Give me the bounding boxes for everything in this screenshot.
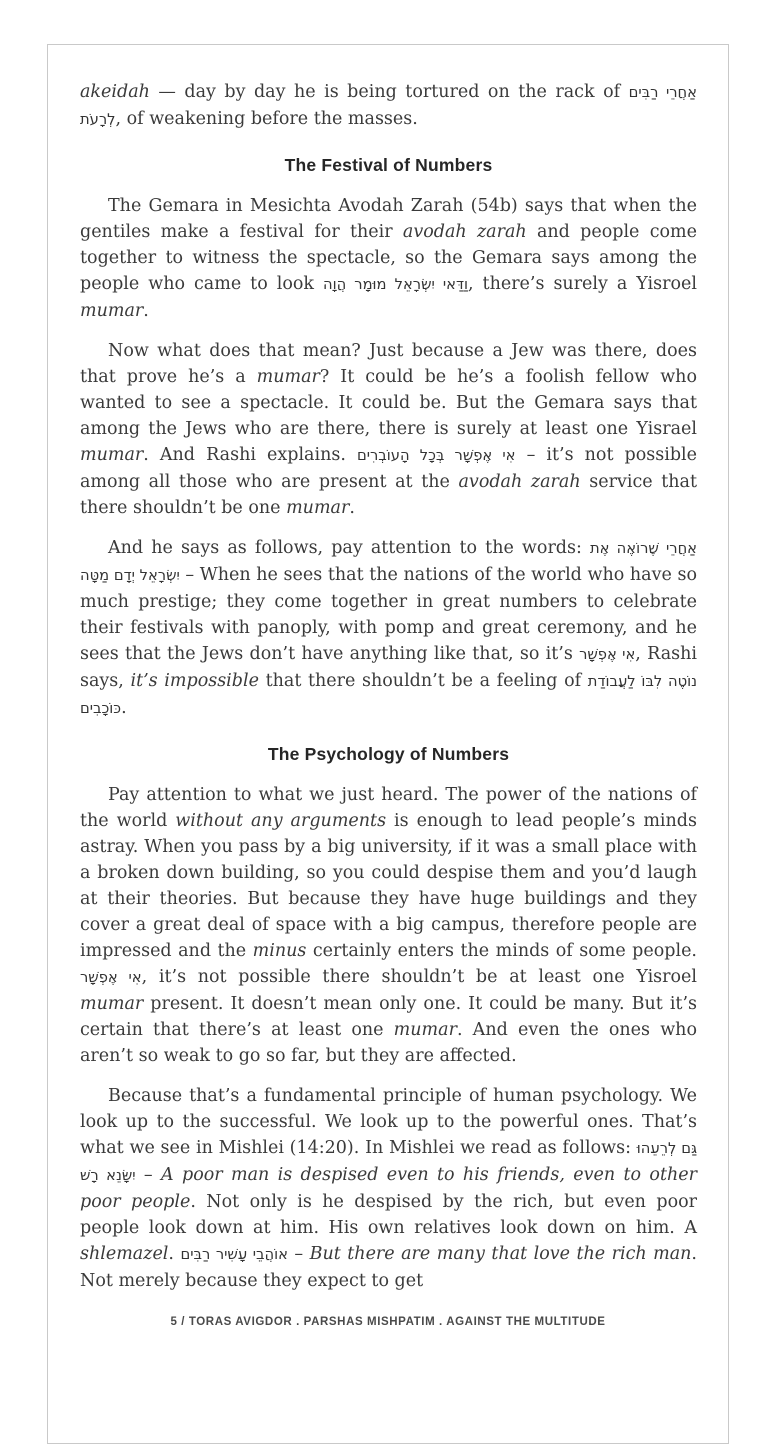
italic-run: mumar	[286, 498, 350, 518]
text-run: .	[168, 1244, 181, 1264]
section-heading: The Psychology of Numbers	[267, 744, 510, 764]
hebrew-phrase: אִי אֶפְשָׁר בְּכָל הָעוֹבְרִים	[356, 447, 516, 464]
text-run: , there’s surely a Yisroel	[467, 274, 697, 294]
hebrew-phrase: אִי אֶפְשָׁר	[579, 646, 636, 663]
italic-run: it’s impossible	[130, 671, 259, 691]
italic-run: minus	[252, 941, 307, 961]
text-run: Pay attention to what we just heard. The power of the nations of the world	[80, 785, 697, 831]
paragraph	[80, 79, 697, 133]
paragraph	[80, 782, 697, 1069]
italic-run: without any arguments	[175, 811, 387, 831]
text-run: . And Rashi explains.	[143, 445, 357, 465]
text-run: – When he sees that the nations of the world who have so much prestige; they come together in great numbers to celebrate their festivals with panoply, with pomp and great ceremony, and he sees that the Jews don’t have anything like that, so it’s	[80, 565, 697, 664]
italic-run: mumar	[80, 994, 144, 1014]
hebrew-phrase: וַדַּאי יִשְׂרָאֵל מוּמָר הֲוָה	[323, 276, 468, 293]
text-run: service that there shouldn’t be one	[80, 472, 697, 518]
text-run: –	[135, 1165, 161, 1185]
italic-run: avodah zarah	[458, 472, 581, 492]
italic-run: mumar	[80, 301, 144, 321]
text-run: that there shouldn’t be a feeling of	[258, 671, 588, 691]
hebrew-phrase: גַּם לְרֵעֵהוּ יִשָּׂנֵא רָשׁ	[80, 1140, 697, 1184]
page-footer: 5 / TORAS AVIGDOR . PARSHAS MISHPATIM . AGAINST THE MULTITUDE	[170, 1316, 606, 1328]
page-content	[48, 45, 728, 1294]
italic-run: A poor man is despised even to his friends, even to other poor people	[80, 1165, 697, 1212]
text-run: Now what does that mean? Just because a Jew was there, does that prove he’s a	[80, 341, 697, 387]
text-run: . And even the ones who aren’t so weak to go so far, but they are affected.	[80, 1020, 697, 1066]
italic-run: mumar	[393, 1020, 457, 1040]
italic-run: akeidah	[80, 82, 150, 102]
document-page	[47, 44, 729, 1444]
text-run: . Not merely because they expect to get	[80, 1244, 697, 1291]
section-heading: The Festival of Numbers	[284, 155, 493, 175]
text-run: . Not only is he despised by the rich, but even poor people look down at him. His own relatives look down on him. A	[80, 1192, 698, 1238]
text-run: And he says as follows, pay attention to the words:	[108, 538, 590, 558]
text-run: The Gemara in Mesichta Avodah Zarah (54b) says that when the gentiles make a festival for their	[80, 196, 697, 242]
paragraph	[80, 193, 697, 324]
text-run: — day by day he is being tortured on the rack of	[149, 82, 629, 102]
hebrew-phrase: אַחֲרֵי רַבִּים לְרָעֹת	[80, 84, 697, 128]
text-run: Because that’s a fundamental principle of human psychology. We look up to the successful. We look up to the powerful ones. That’s what we see in Mishlei (14:20). In Mishlei we read as follows:	[80, 1086, 697, 1158]
hebrew-phrase: נוֹטֶה לִבּוֹ לַעֲבוֹדַת כּוֹכָבִים	[80, 673, 697, 717]
text-run: certainly enters the minds of some people.	[306, 941, 697, 961]
italic-run: But there are many that love the rich man	[309, 1244, 692, 1264]
paragraph	[80, 338, 697, 521]
text-run: is enough to lead people’s minds astray. When you pass by a big university, if it was a small place with a broken down building, so you could despise them and you’d laugh at their theories. But because they have huge buildings and they cover a great deal of space with a big campus, therefore people are impressed and the	[80, 811, 697, 961]
text-run: , Rashi says,	[80, 644, 697, 691]
text-run: ? It could be he’s a foolish fellow who wanted to see a spectacle. It could be. But the Gemara says that among the Jews who are there, there is surely at least one Yisrael	[80, 367, 697, 439]
hebrew-phrase: אוֹהֲבֵי עָשִׁיר רַבִּים	[180, 1246, 288, 1263]
text-run: , it’s not possible there shouldn’t be at least one Yisroel	[141, 967, 697, 987]
paragraph	[80, 535, 697, 722]
hebrew-phrase: אַחֲרֵי שֶׁרוֹאֶה אֶת יִשְׂרָאֵל יְדָם מַטָּה	[80, 540, 697, 584]
text-run: .	[349, 498, 355, 518]
text-run: and people come together to witness the spectacle, so the Gemara says among the people who came to look	[80, 222, 697, 294]
italic-run: shlemazel	[80, 1244, 169, 1264]
paragraph	[80, 1083, 697, 1294]
text-run: , of weakening before the masses.	[115, 109, 418, 129]
hebrew-phrase: אִי אֶפְשָׁר	[80, 969, 142, 986]
italic-run: mumar	[256, 367, 320, 387]
italic-run: mumar	[80, 445, 144, 465]
text-run: present. It doesn’t mean only one. It could be many. But it’s certain that there’s at least one	[80, 994, 697, 1040]
text-run: .	[121, 698, 127, 718]
text-run: – it’s not possible among all those who are present at the	[80, 445, 697, 492]
italic-run: avodah zarah	[402, 222, 527, 242]
text-run: –	[287, 1244, 310, 1264]
text-run: .	[143, 301, 149, 321]
